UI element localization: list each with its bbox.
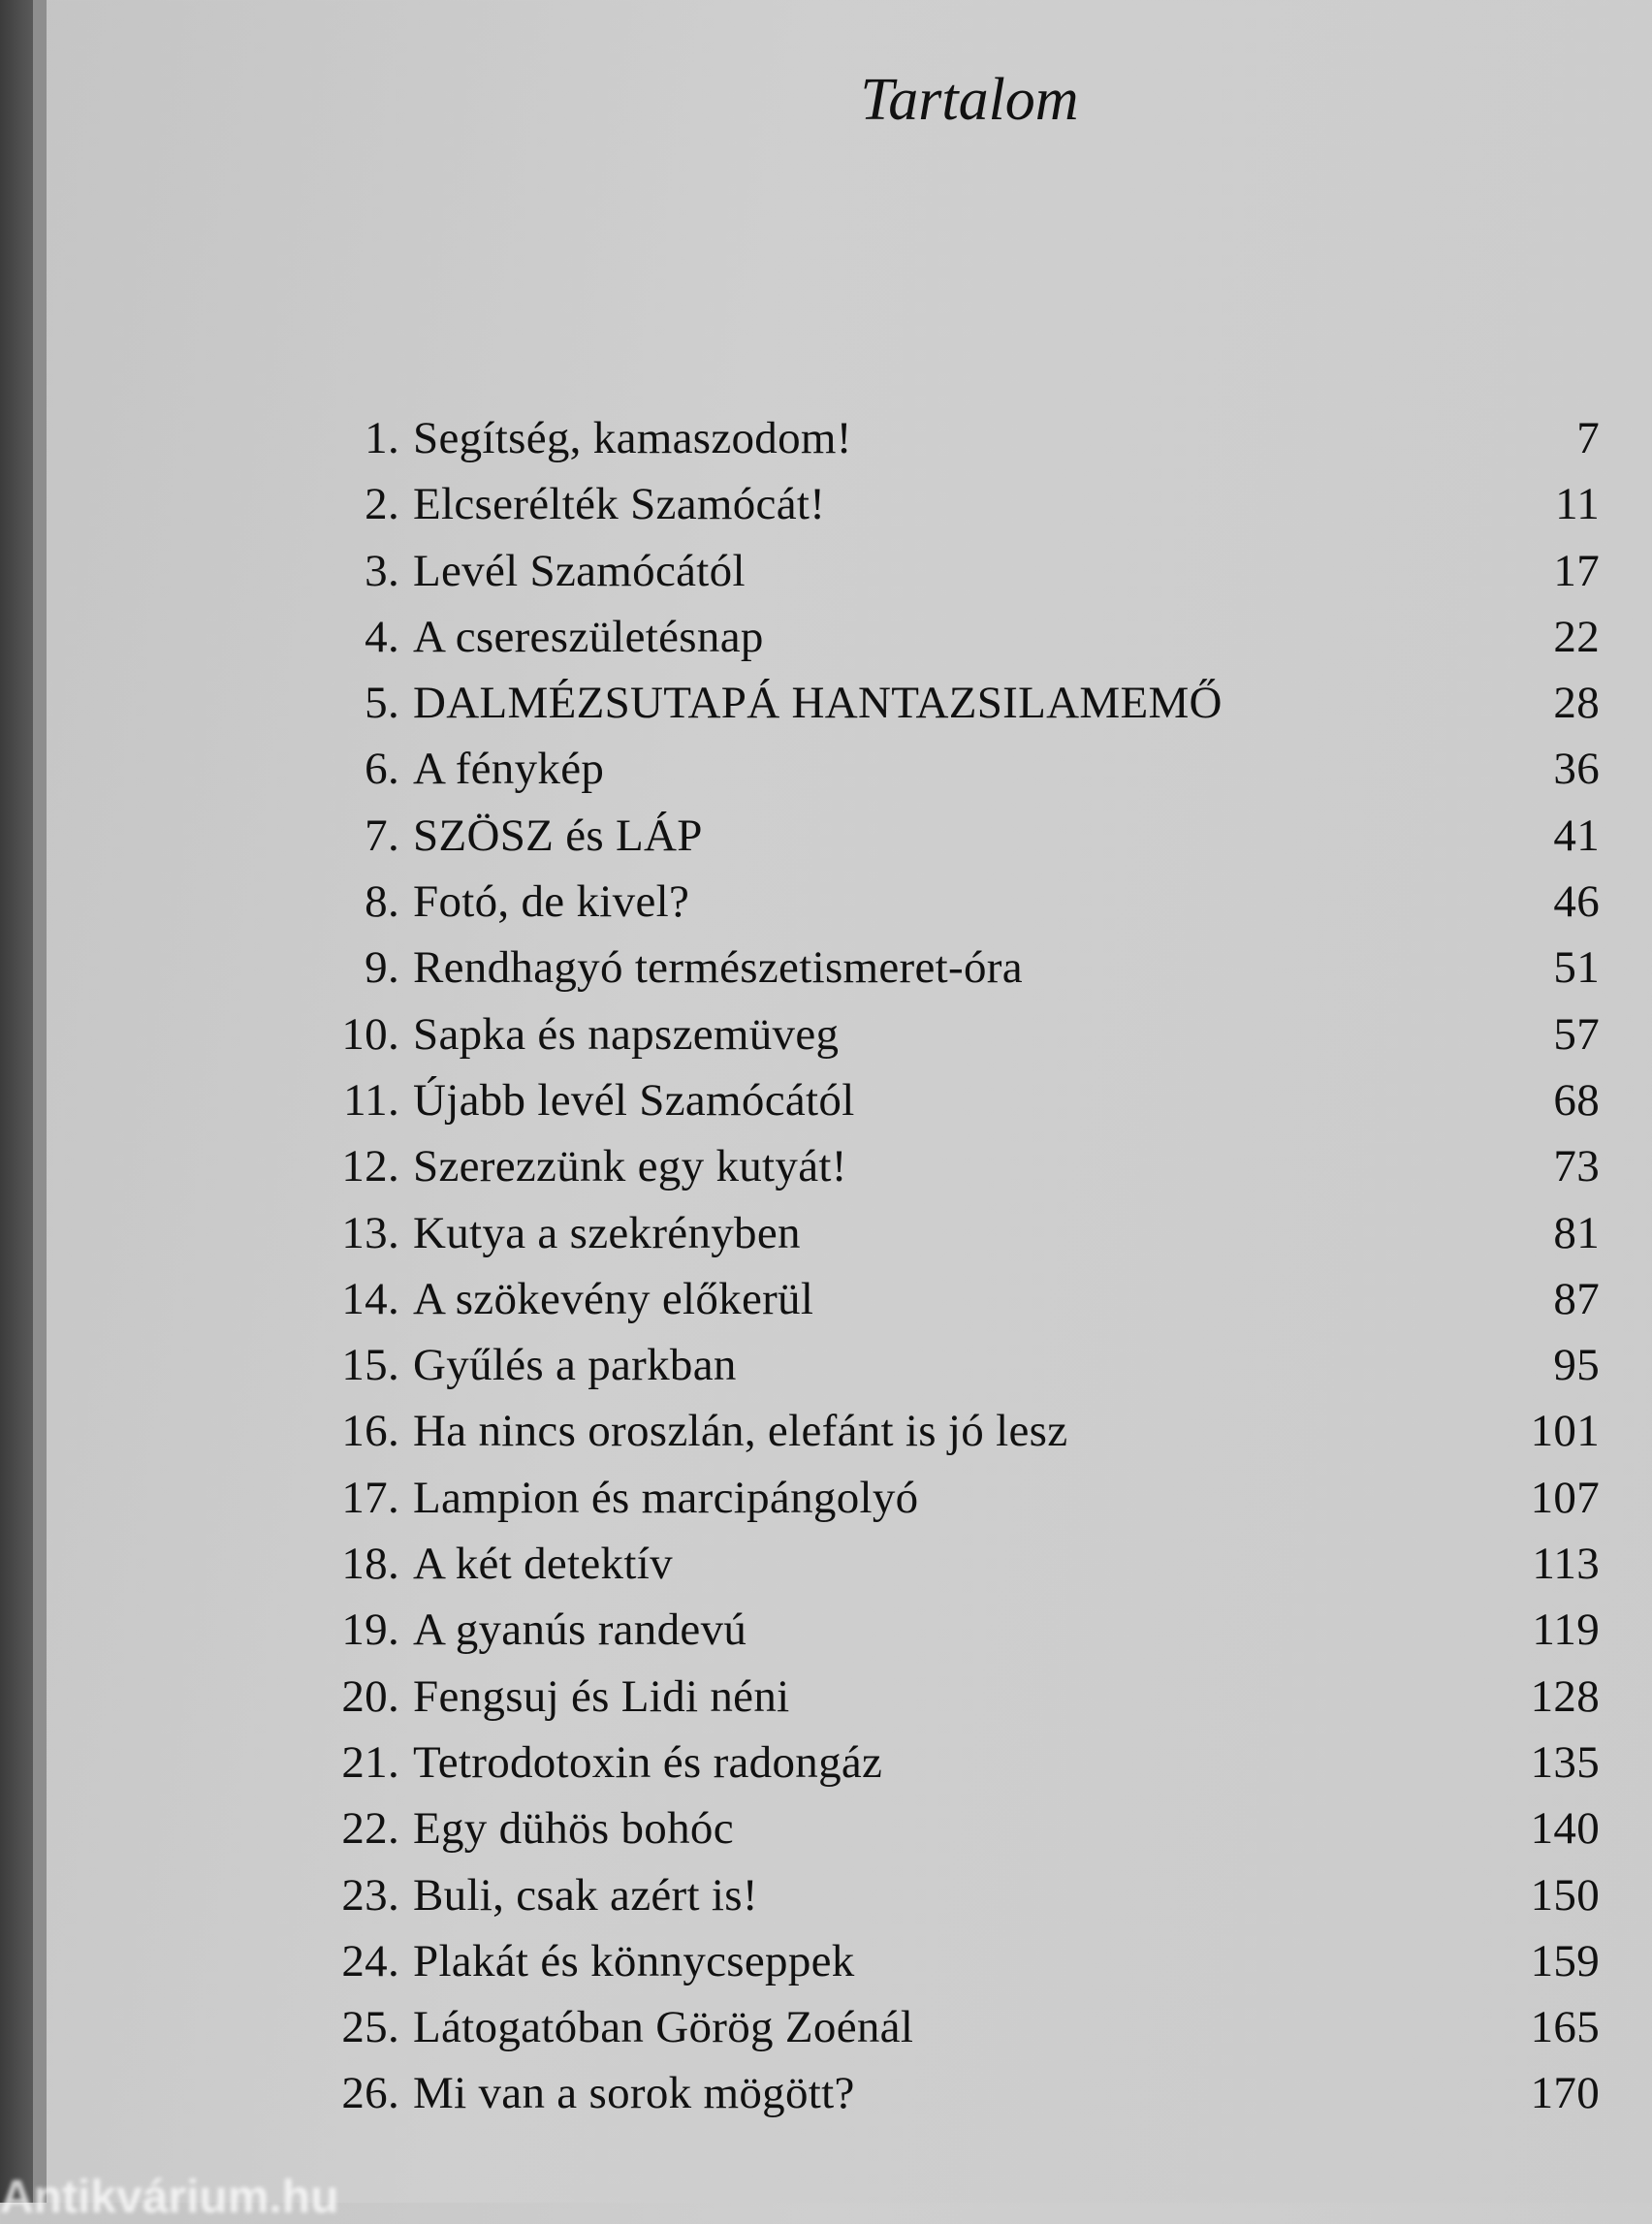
entry-title: Levél Szamócától (413, 545, 746, 596)
entry-page: 170 (1530, 2068, 1600, 2119)
entry-number: 1. (365, 413, 399, 463)
entry-page: 36 (1553, 744, 1600, 795)
entry-number: 21. (341, 1736, 399, 1788)
toc-entry (291, 677, 1600, 743)
entry-title: Sapka és napszemüveg (413, 1008, 840, 1060)
entry-title: A szökevény előkerül (413, 1273, 814, 1324)
entry-title: A fénykép (413, 744, 605, 795)
entry-page: 17 (1553, 545, 1600, 596)
entry-number: 11. (343, 1074, 399, 1126)
entry-page: 159 (1530, 1935, 1600, 1986)
entry-number: 26. (341, 2068, 399, 2119)
entry-title: A gyanús randevú (413, 1604, 747, 1656)
entry-number: 3. (365, 545, 399, 596)
toc-entry (291, 545, 1600, 611)
entry-title: Tetrodotoxin és radongáz (413, 1736, 883, 1788)
entry-number: 5. (365, 678, 399, 729)
entry-page: 165 (1530, 2002, 1600, 2053)
entry-title: DALMÉZSUTAPÁ HANTAZSILAMEMŐ (413, 678, 1223, 729)
entry-page: 68 (1553, 1074, 1600, 1126)
toc-entry (291, 1207, 1600, 1273)
entry-number: 2. (365, 479, 399, 530)
entry-number: 9. (365, 942, 399, 994)
toc-entry (291, 875, 1600, 941)
entry-number: 14. (341, 1273, 399, 1324)
entry-title: A két detektív (413, 1539, 673, 1590)
entry-page: 135 (1530, 1736, 1600, 1788)
entry-title: Segítség, kamaszodom! (413, 413, 852, 463)
watermark: Antikvárium.hu (0, 2172, 339, 2223)
book-spine-shadow (0, 0, 33, 2203)
page-title: Tartalom (860, 67, 1079, 133)
entry-title: A csereszületésnap (413, 611, 764, 662)
toc-entry (291, 2067, 1600, 2133)
toc-entry (291, 810, 1600, 875)
entry-page: 113 (1532, 1539, 1600, 1590)
entry-number: 7. (365, 810, 399, 861)
toc-entry (291, 1008, 1600, 1074)
entry-title: Plakát és könnycseppek (413, 1935, 855, 1986)
entry-page: 87 (1553, 1273, 1600, 1324)
toc-entry (291, 1604, 1600, 1669)
entry-title: Látogatóban Görög Zoénál (413, 2002, 914, 2053)
toc-entry (291, 1472, 1600, 1538)
toc-entry (291, 412, 1600, 478)
entry-title: Újabb levél Szamócától (413, 1074, 855, 1126)
entry-number: 23. (341, 1869, 399, 1921)
entry-page: 51 (1553, 942, 1600, 994)
toc-entry (291, 1670, 1600, 1736)
entry-number: 16. (341, 1406, 399, 1457)
toc-entry (291, 1339, 1600, 1405)
entry-title: Gyűlés a parkban (413, 1340, 737, 1391)
toc-entry (291, 1140, 1600, 1206)
entry-title: Fengsuj és Lidi néni (413, 1670, 790, 1722)
entry-page: 28 (1553, 678, 1600, 729)
entry-page: 150 (1530, 1869, 1600, 1921)
toc-entry (291, 1802, 1600, 1868)
entry-page: 101 (1530, 1406, 1600, 1457)
entry-title: Elcserélték Szamócát! (413, 479, 826, 530)
entry-title: Rendhagyó természetismeret-óra (413, 942, 1023, 994)
entry-page: 95 (1553, 1340, 1600, 1391)
entry-title: Egy dühös bohóc (413, 1803, 734, 1855)
entry-page: 119 (1532, 1604, 1600, 1656)
entry-number: 4. (365, 611, 399, 662)
entry-title: Kutya a szekrényben (413, 1207, 801, 1258)
toc-entry (291, 478, 1600, 544)
entry-page: 81 (1553, 1207, 1600, 1258)
table-of-contents (291, 412, 1600, 2134)
page-edge (33, 0, 47, 2203)
entry-page: 41 (1553, 810, 1600, 861)
entry-page: 22 (1553, 611, 1600, 662)
entry-page: 128 (1530, 1670, 1600, 1722)
entry-page: 7 (1576, 413, 1600, 463)
entry-title: Mi van a sorok mögött? (413, 2068, 855, 2119)
entry-title: SZÖSZ és LÁP (413, 810, 703, 861)
entry-page: 11 (1555, 479, 1600, 530)
toc-entry (291, 743, 1600, 809)
toc-entry (291, 611, 1600, 677)
toc-entry (291, 1405, 1600, 1471)
entry-number: 8. (365, 876, 399, 928)
entry-number: 10. (341, 1008, 399, 1060)
entry-page: 57 (1553, 1008, 1600, 1060)
entry-number: 12. (341, 1141, 399, 1192)
entry-title: Ha nincs oroszlán, elefánt is jó lesz (413, 1406, 1068, 1457)
toc-entry (291, 1736, 1600, 1802)
entry-number: 19. (341, 1604, 399, 1656)
entry-title: Fotó, de kivel? (413, 876, 690, 928)
entry-title: Lampion és marcipángolyó (413, 1472, 919, 1523)
toc-entry (291, 2001, 1600, 2067)
entry-page: 46 (1553, 876, 1600, 928)
entry-number: 20. (341, 1670, 399, 1722)
entry-number: 15. (341, 1340, 399, 1391)
toc-entry (291, 1935, 1600, 2001)
entry-page: 140 (1530, 1803, 1600, 1855)
toc-entry (291, 1538, 1600, 1604)
entry-page: 73 (1553, 1141, 1600, 1192)
entry-title: Buli, csak azért is! (413, 1869, 758, 1921)
entry-title: Szerezzünk egy kutyát! (413, 1141, 847, 1192)
entry-number: 13. (341, 1207, 399, 1258)
entry-number: 22. (341, 1803, 399, 1855)
entry-number: 25. (341, 2002, 399, 2053)
entry-page: 107 (1530, 1472, 1600, 1523)
entry-number: 17. (341, 1472, 399, 1523)
entry-number: 6. (365, 744, 399, 795)
toc-entry (291, 1074, 1600, 1140)
toc-entry (291, 941, 1600, 1007)
toc-entry (291, 1273, 1600, 1339)
entry-number: 18. (341, 1539, 399, 1590)
entry-number: 24. (341, 1935, 399, 1986)
toc-entry (291, 1869, 1600, 1935)
